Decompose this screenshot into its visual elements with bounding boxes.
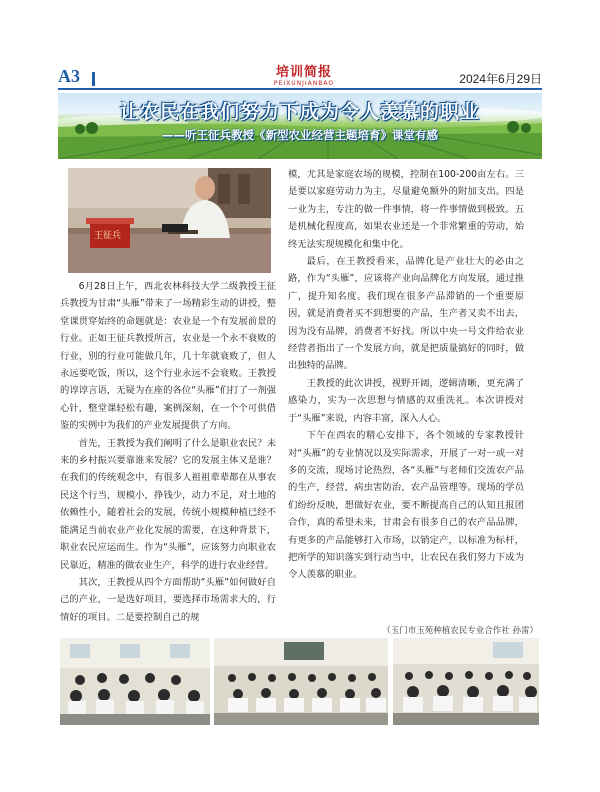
page-header: [58, 65, 542, 90]
article-column-left: [60, 278, 276, 626]
article-paragraph: 模，尤其是家庭农场的规模，控制在100-200亩左右。三是要以家庭劳动力为主，尽量避免额外的附加支出。四是一业为主，专注的做一件事情，将一件事情做到极致。五是机械化程度高，如果农业还是一个非常繁重的劳动，始终无法实现规模化和集中化。: [288, 169, 524, 250]
page-number: A3: [58, 66, 80, 86]
masthead-title: 培训简报: [275, 65, 332, 80]
classroom-photo-2: [214, 638, 388, 725]
article-paragraph: 其次，王教授从四个方面帮助“头雁”如何做好自己的产业，一是选好项目，要选择市场需求大的，行情好的项目。二是要控制自己的规: [60, 576, 276, 623]
lecturer-photo-illustration: [68, 168, 271, 273]
article-column-right: [288, 166, 524, 584]
issue-date: 2024年6月29日: [459, 72, 542, 86]
article-paragraph: 下午在西农的精心安排下，各个领域的专家教授针对“头雁”的专业情况以及实际需求，开展了一对一或一对多的交流，现场讨论热烈，各“头雁”与老师们交流农产品的生产，经营，病虫害防治，农产品管理等。现场的学员们纷纷反映，想做好农业，要不断提高自己的认知且报团合作，真的希望未来，甘肃会有很多自己的农产品品牌，有更多的产品能够打入市场，以销定产，以标准为标杆，把所学的知识落实到行动当中，让农民在我们努力下成为令人羡慕的职业。: [288, 430, 524, 581]
masthead-pinyin: PEIXUNJIANBAO: [273, 80, 335, 87]
page-number-divider: [92, 72, 95, 86]
headline-title: 让农民在我们努力下成为令人羡慕的职业: [119, 101, 480, 123]
article-paragraph: 6月28日上午，西北农林科技大学二级教授王征兵教授为甘肃“头雁”带来了一场精彩生动的讲授，整堂课贯穿始终的命题就是：农业是一个有发展前景的行业。正如王征兵教授所言，农业是一个永不衰败的行业，别的行业可能做几年，几十年就衰败了，但人永远要吃饭，所以，这个行业永远不会衰败。王教授的谆谆言语，无疑为在座的各位“头雁”们打了一剂强心针，整堂课轻松有趣，案例深刻，在一个个可供借鉴的实例中为我们的产业发展提供了方向。: [60, 281, 276, 432]
masthead: [262, 66, 346, 87]
article-paragraph: 首先，王教授为我们阐明了什么是职业农民？未来的乡村振兴要靠谁来发展？它的发展主体又是谁？在我们的传统观念中，有很多人祖祖辈辈都在从事农民这个行当，规模小，挣钱少，动力不足，对土地的依赖性小，随着社会的发展，传统小规模种植已经不能满足当前农业产业化发展的需要，在这种背景下，职业农民应运而生。作为“头雁”，应该努力向职业农民靠近，精准的做农业生产，科学的进行农业经营。: [60, 437, 276, 571]
nameplate-text: 王征兵: [94, 231, 122, 241]
classroom-illustration: [393, 638, 539, 725]
classroom-illustration: [214, 638, 388, 725]
article-paragraph: 王教授的此次讲授，视野开阔，逻辑清晰，更充满了感染力，实为一次思想与情感的双重洗礼。本次讲授对于“头雁”来说，内容丰富，深入人心。: [288, 377, 524, 424]
classroom-illustration: [60, 638, 210, 725]
classroom-photo-1: [60, 638, 210, 725]
lecturer-photo: [68, 168, 271, 273]
headline-subtitle: ——听王征兵教授《新型农业经营主题培育》课堂有感: [162, 128, 438, 142]
article-paragraph: 最后，在王教授看来，品牌化是产业壮大的必由之路，作为“头雁”，应该将产业向品牌化方向发展，通过推广，提升知名度。我们现在很多产品滞销的一个重要原因，就是消费者买不到想要的产品，生产者又卖不出去，因为没有品牌，消费者不好找。所以中央一号文件给农业经营者指出了一个发展方向，就是把质量搞好的同时，做出独特的品牌。: [288, 256, 524, 372]
headline-banner: [58, 93, 542, 159]
classroom-photo-3: [393, 638, 539, 725]
author-credit: （玉门市玉苑种植农民专业合作社 孙雷）: [382, 626, 538, 636]
